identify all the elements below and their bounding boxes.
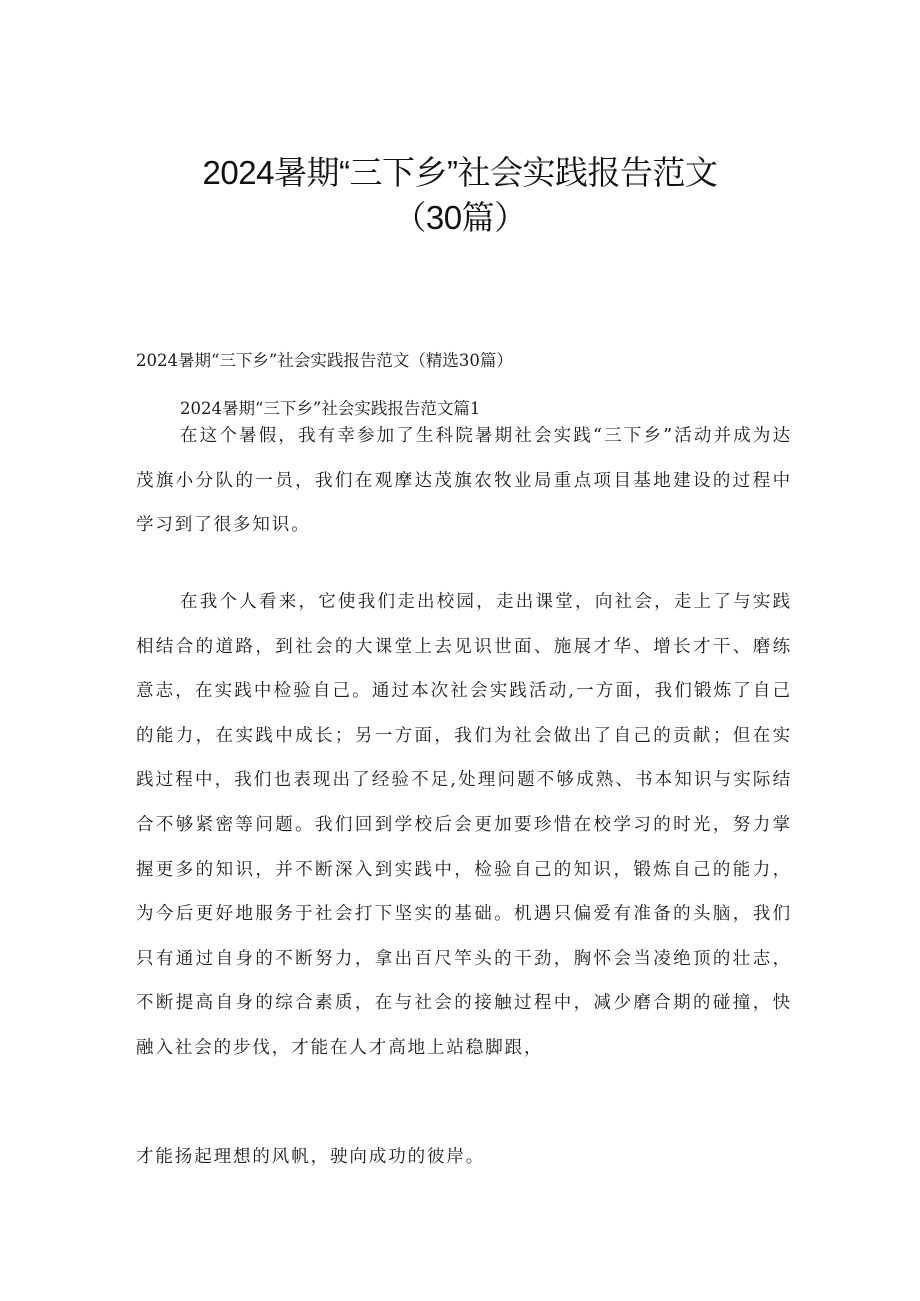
article-heading: 2024暑期“三下乡”社会实践报告范文篇1 xyxy=(180,399,481,418)
paragraph-closing: 才能扬起理想的风帆，驶向成功的彼岸。 xyxy=(136,1147,486,1167)
document-title-line2: （30篇） xyxy=(393,199,527,236)
collection-heading: 2024暑期“三下乡”社会实践报告范文（精选30篇） xyxy=(136,351,513,370)
paragraph-intro: 在这个暑假，我有幸参加了生科院暑期社会实践“三下乡”活动并成为达茂旗小分队的一员，我们在观摩达茂旗农牧业局重点项目基地建设的过程中学习到了很多知识。 xyxy=(136,426,792,536)
document-title-line1: 2024暑期“三下乡”社会实践报告范文 xyxy=(202,154,718,191)
paragraph-reflection: 在我个人看来，它使我们走出校园，走出课堂，向社会，走上了与实践相结合的道路，到社会的大课堂上去见识世面、施展才华、增长才干、磨练意志，在实践中检验自己。通过本次社会实践活动,一方面，我们锻炼了自己的能力，在实践中成长；另一方面，我们为社会做出了自己的贡献；但在实践过程中，我们也表现出了经验不足,处理问题不够成熟、书本知识与实际结合不够紧密等问题。我们回到学校后会更加要珍惜在校学习的时光，努力掌握更多的知识，并不断深入到实践中，检验自己的知识，锻炼自己的能力，为今后更好地服务于社会打下坚实的基础。机遇只偏爱有准备的头脑，我们只有通过自身的不断努力，拿出百尺竿头的干劲，胸怀会当凌绝顶的壮志，不断提高自身的综合素质，在与社会的接触过程中，减少磨合期的碰撞，快融入社会的步伐，才能在人才高地上站稳脚跟， xyxy=(136,592,792,1058)
